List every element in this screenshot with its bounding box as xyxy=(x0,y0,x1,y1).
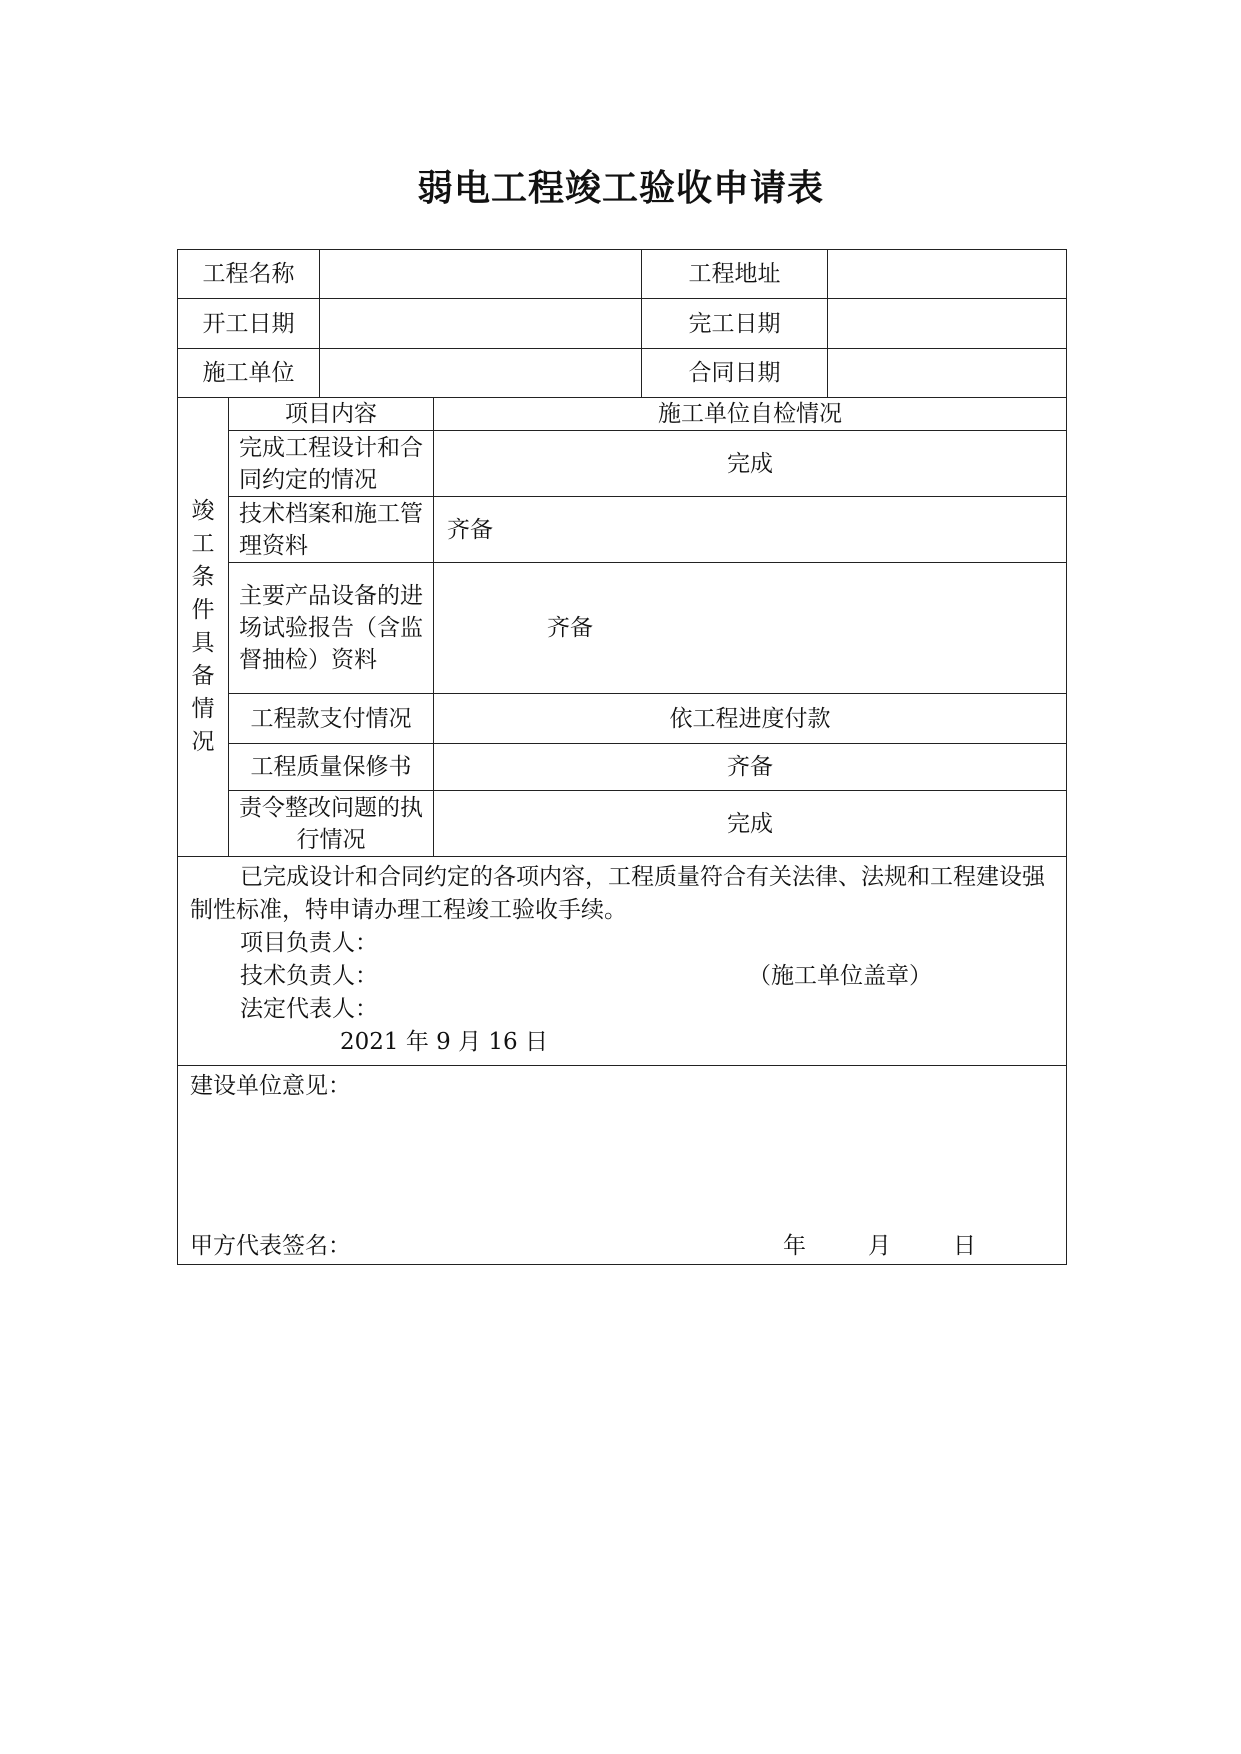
conditions-side-label: 竣 工 条 件 具 备 情 况 xyxy=(178,398,229,857)
day-label: 日 xyxy=(953,1233,976,1259)
contractor-seal-label: （施工单位盖章） xyxy=(748,963,932,989)
declaration-date: 2021 年 9 月 16 日 xyxy=(340,1029,548,1055)
label-start-date: 开工日期 xyxy=(178,299,320,349)
condition-check: 完成 xyxy=(434,431,1067,497)
column-header-item: 项目内容 xyxy=(229,398,434,431)
condition-item: 工程质量保修书 xyxy=(229,744,434,791)
condition-row xyxy=(178,497,1067,563)
label-contractor: 施工单位 xyxy=(178,349,320,398)
condition-row xyxy=(178,694,1067,744)
header-row-project-name xyxy=(178,250,1067,299)
owner-sign-line xyxy=(190,1230,1054,1262)
label-contract-date: 合同日期 xyxy=(642,349,828,398)
project-name-field[interactable] xyxy=(320,250,642,299)
condition-check: 齐备 xyxy=(434,563,1067,694)
condition-row xyxy=(178,563,1067,694)
condition-row xyxy=(178,431,1067,497)
condition-item: 技术档案和施工管理资料 xyxy=(229,497,434,563)
contractor-field[interactable] xyxy=(320,349,642,398)
condition-item: 责令整改问题的执行情况 xyxy=(229,791,434,857)
owner-sign-date xyxy=(783,1230,1038,1262)
condition-check: 齐备 xyxy=(434,744,1067,791)
condition-check: 依工程进度付款 xyxy=(434,694,1067,744)
year-label: 年 xyxy=(783,1233,806,1259)
condition-check: 完成 xyxy=(434,791,1067,857)
tech-manager-line xyxy=(190,960,1056,993)
condition-check: 齐备 xyxy=(434,497,1067,563)
page-title: 弱电工程竣工验收申请表 xyxy=(416,168,824,209)
project-address-field[interactable] xyxy=(828,250,1067,299)
condition-item: 工程款支付情况 xyxy=(229,694,434,744)
conditions-header-row xyxy=(178,398,1067,431)
condition-row xyxy=(178,744,1067,791)
label-project-name: 工程名称 xyxy=(178,250,320,299)
owner-sign-label: 甲方代表签名： xyxy=(190,1233,351,1259)
completion-date-field[interactable] xyxy=(828,299,1067,349)
header-row-start-date xyxy=(178,299,1067,349)
start-date-field[interactable] xyxy=(320,299,642,349)
project-manager-label: 项目负责人： xyxy=(240,930,378,956)
owner-opinion-row xyxy=(178,1066,1067,1265)
condition-item: 主要产品设备的进场试验报告（含监督抽检）资料 xyxy=(229,563,434,694)
owner-opinion-cell[interactable] xyxy=(178,1066,1067,1265)
label-completion-date: 完工日期 xyxy=(642,299,828,349)
declaration-row xyxy=(178,857,1067,1066)
acceptance-form-table xyxy=(177,249,1067,1265)
tech-manager-label: 技术负责人： xyxy=(240,963,378,989)
month-label: 月 xyxy=(868,1233,891,1259)
condition-item: 完成工程设计和合同约定的情况 xyxy=(229,431,434,497)
contract-date-field[interactable] xyxy=(828,349,1067,398)
declaration-text: 已完成设计和合同约定的各项内容，工程质量符合有关法律、法规和工程建设强制性标准，特申请办理工程竣工验收手续。 xyxy=(190,864,1045,923)
declaration-cell xyxy=(178,857,1067,1066)
header-row-contractor xyxy=(178,349,1067,398)
owner-opinion-label: 建设单位意见： xyxy=(190,1073,351,1099)
legal-rep-label: 法定代表人： xyxy=(240,996,378,1022)
condition-row xyxy=(178,791,1067,857)
label-project-address: 工程地址 xyxy=(642,250,828,299)
column-header-self-check: 施工单位自检情况 xyxy=(434,398,1067,431)
